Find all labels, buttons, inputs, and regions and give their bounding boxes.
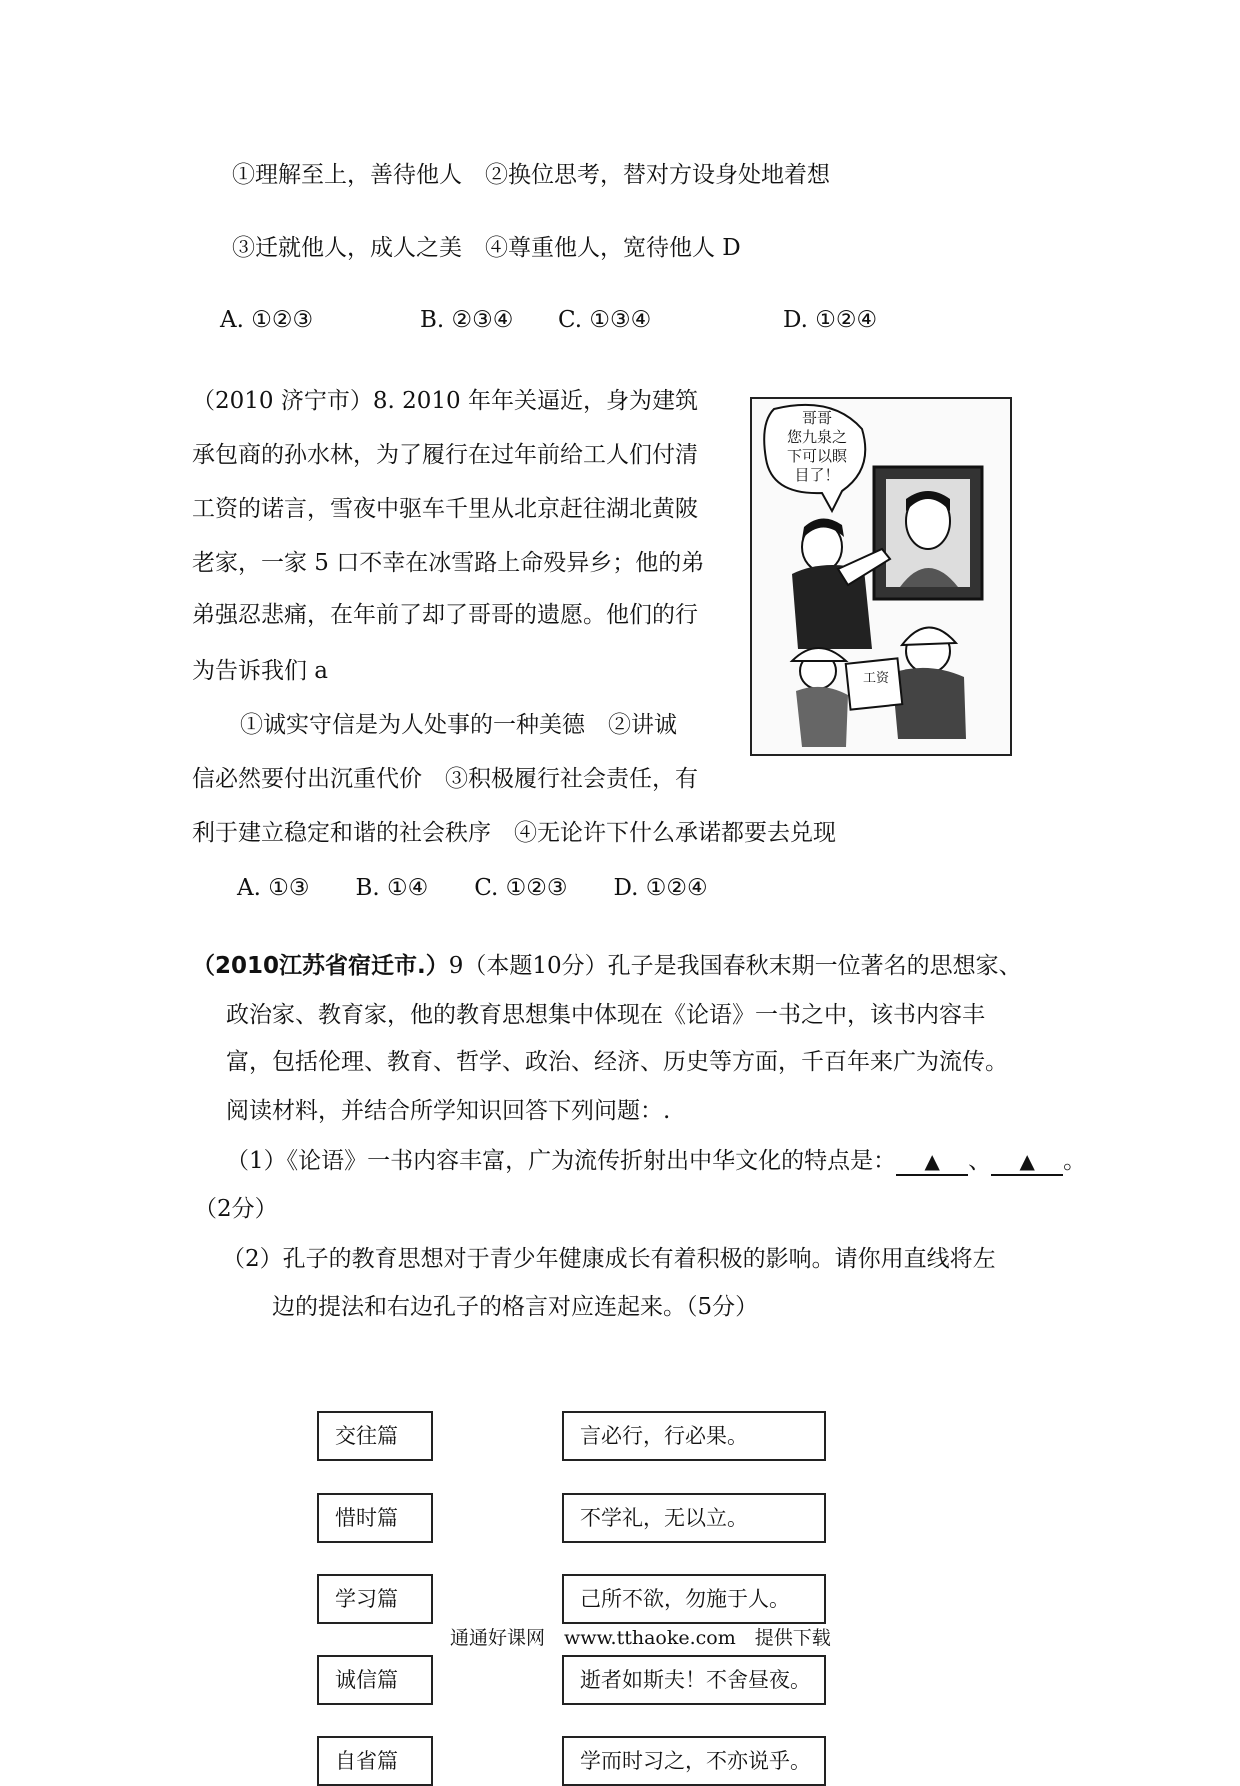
q9-sub2-line1: （2）孔子的教育思想对于青少年健康成长有着积极的影响。请你用直线将左: [222, 1246, 996, 1272]
answer-blank-2[interactable]: ▲: [991, 1148, 1063, 1176]
q7-option-d: D. ①②④: [783, 307, 878, 333]
q8-line: ①诚实守信是为人处事的一种美德 ②讲诚: [240, 712, 677, 738]
q8-options: A. ①③ B. ①④ C. ①②③ D. ①②④: [237, 875, 708, 901]
cartoon-sign-text: 工资: [862, 671, 889, 686]
sentence-end: 。: [1063, 1148, 1087, 1174]
left-box[interactable]: 学习篇: [317, 1574, 433, 1624]
right-box[interactable]: 言必行，行必果。: [562, 1411, 826, 1461]
q9-intro-tail: 9（本题10分）孔子是我国春秋末期一位著名的思想家、: [448, 953, 1022, 979]
q9-sub2-line2: 边的提法和右边孔子的格言对应连起来。（5分）: [272, 1294, 759, 1320]
q9-line: 政治家、教育家，他的教育思想集中体现在《论语》一书之中，该书内容丰: [226, 1002, 985, 1028]
answer-blank-1[interactable]: ▲: [896, 1148, 968, 1176]
left-box[interactable]: 惜时篇: [317, 1493, 433, 1543]
right-box[interactable]: 不学礼，无以立。: [562, 1493, 826, 1543]
q7-option-c: C. ①③④: [558, 307, 652, 333]
q7-statements-line2: ③迁就他人，成人之美 ④尊重他人，宽待他人 D: [232, 235, 741, 261]
right-box[interactable]: 己所不欲，勿施于人。: [562, 1574, 826, 1624]
q8-line: 为告诉我们 a: [192, 658, 329, 684]
q7-statements-line1: ①理解至上，善待他人 ②换位思考，替对方设身处地着想: [232, 162, 830, 188]
q8-line: 老家，一家 5 口不幸在冰雪路上命殁异乡；他的弟: [192, 550, 705, 576]
q9-line: 富，包括伦理、教育、哲学、政治、经济、历史等方面，千百年来广为流传。: [226, 1049, 1008, 1075]
q8-line: 弟强忍悲痛，在年前了却了哥哥的遗愿。他们的行: [192, 602, 698, 628]
bubble-text-line: 哥哥: [801, 409, 832, 427]
q8-line: （2010 济宁市）8. 2010 年年关逼近，身为建筑: [192, 388, 698, 414]
q9-sub1-text: （1）《论语》一书内容丰富，广为流传折射出中华文化的特点是：: [226, 1148, 897, 1174]
q8-line: 利于建立稳定和谐的社会秩序 ④无论许下什么承诺都要去兑现: [192, 820, 836, 846]
q9-source: （2010江苏省宿迁市.）: [192, 953, 449, 979]
bubble-text-line: 您九泉之: [786, 428, 847, 446]
cartoon-illustration: [750, 397, 1012, 756]
left-box[interactable]: 自省篇: [317, 1736, 433, 1786]
page-footer: 通通好课网 www.tthaoke.com 提供下载: [450, 1627, 831, 1649]
q8-line: 承包商的孙水林，为了履行在过年前给工人们付清: [192, 442, 698, 468]
right-box[interactable]: 学而时习之，不亦说乎。: [562, 1736, 826, 1786]
q9-sub1-score: （2分）: [194, 1196, 278, 1222]
left-box[interactable]: 交往篇: [317, 1411, 433, 1461]
q9-intro-line: [192, 951, 1022, 981]
q8-line: 工资的诺言，雪夜中驱车千里从北京赶往湖北黄陂: [192, 496, 698, 522]
q9-sub1: [226, 1146, 1086, 1176]
q7-option-b: B. ②③④: [420, 307, 514, 333]
bubble-text-line: 目了！: [794, 466, 840, 484]
q7-option-a: A. ①②③: [220, 307, 314, 333]
left-box[interactable]: 诚信篇: [317, 1655, 433, 1705]
bubble-text-line: 下可以瞑: [786, 447, 847, 465]
blank-separator: 、: [968, 1148, 992, 1174]
right-box[interactable]: 逝者如斯夫！不舍昼夜。: [562, 1655, 826, 1705]
q8-line: 信必然要付出沉重代价 ③积极履行社会责任，有: [192, 766, 698, 792]
q9-line: 阅读材料，并结合所学知识回答下列问题：.: [226, 1098, 671, 1124]
